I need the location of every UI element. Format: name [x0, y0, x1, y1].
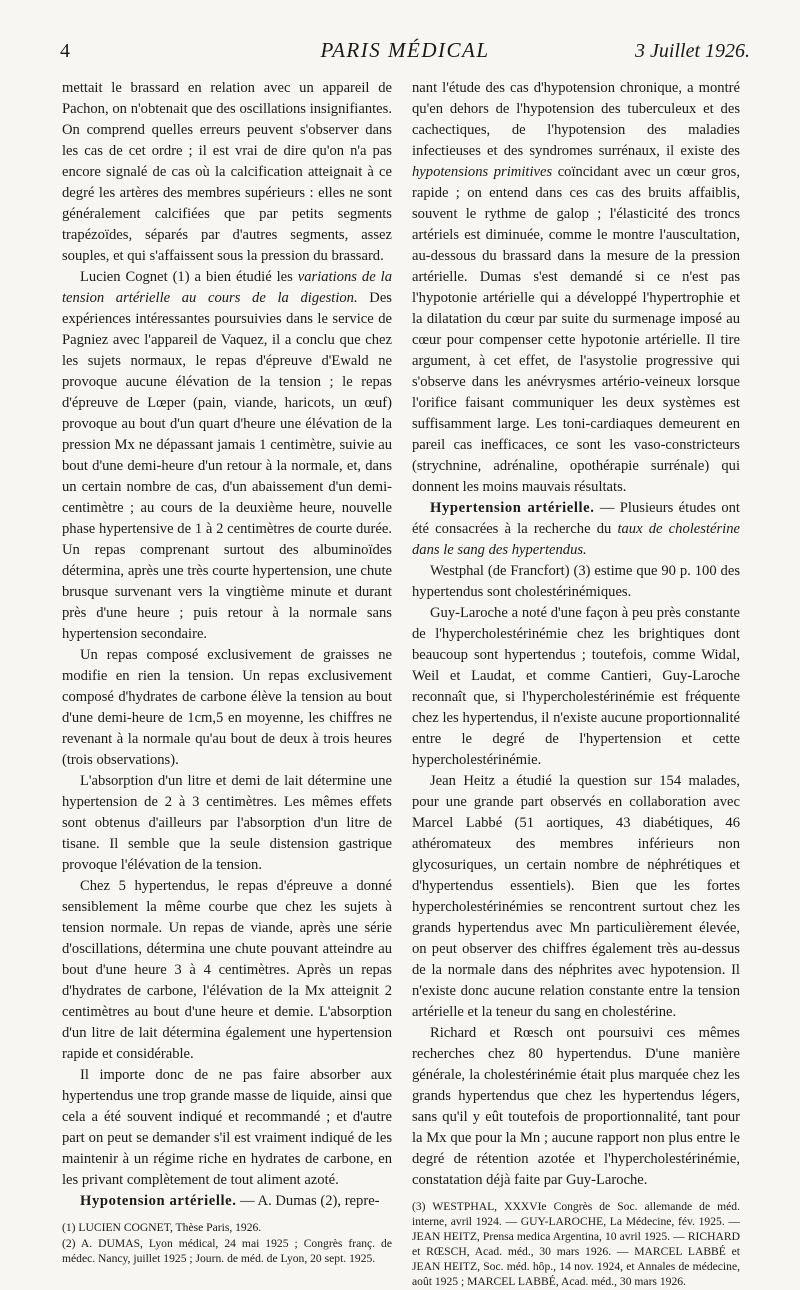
journal-title: PARIS MÉDICAL	[320, 38, 490, 62]
left-column	[62, 78, 392, 1267]
paragraph: Un repas composé exclusivement de graisses ne modifie en rien la tension. Un repas exclusivement composé d'hydrates de carbone élève la tension au bout d'une demi-heure de 1cm,5 en moyenne, les chiffres ne revenant à la normale qu'au bout de deux à trois heures (trois observations).	[62, 647, 392, 768]
right-column	[412, 78, 740, 1290]
paragraph: Westphal (de Francfort) (3) estime que 90 p. 100 des hypertendus sont cholestérinémiques.	[412, 563, 740, 600]
footnote: (1) LUCIEN COGNET, Thèse Paris, 1926.	[62, 1221, 262, 1234]
footnotes	[62, 1220, 392, 1266]
paragraph: mettait le brassard en relation avec un appareil de Pachon, on n'obtenait que des oscillations insignifiantes. On comprend quelles erreurs peuvent s'observer dans les cas de cet ordre ; il est vrai de dire qu'on n'a pas encore signalé de cas où la calcification atteignait à ce degré les artères des membres supérieurs : elles ne sont généralement calcifiées que par petits segments trapézoïdes, séparés par d'autres segments, assez souples, et qui s'affaissent sous la pression du brassard.	[62, 80, 392, 264]
issue-date: 3 Juillet 1926.	[635, 40, 750, 62]
paragraph: Chez 5 hypertendus, le repas d'épreuve a donné sensiblement la même courbe que chez les sujets à tension normale. Un repas de viande, après une série d'oscillations, détermina une chute pouvant atteindre au bout d'une heure 3 à 4 centimètres. Après un repas d'hydrates de carbone, l'élévation de la Mx atteignit 2 centimètres au bout d'une heure et demie. L'absorption d'un litre de lait détermina également une hypertension rapide et considérable.	[62, 878, 392, 1062]
paragraph: Richard et Rœsch ont poursuivi ces mêmes recherches chez 80 hypertendus. D'une manière générale, la cholestérinémie était plus marquée chez les grands hypertendus que chez les hypertendus légers, sans qu'il y eût toutefois de proportionnalité, tant pour la Mx que pour la Mn ; aucune rapport non plus entre le degré de rétention azotée et l'hypercholestérinémie, constatation déjà faite par Guy-Laroche.	[412, 1025, 740, 1188]
page-number: 4	[60, 40, 70, 62]
paragraph: Il importe donc de ne pas faire absorber aux hypertendus une trop grande masse de liquide, ainsi que cela a été souvent indiqué et recommandé ; et d'autre part on peut se demander s'il est vraiment indiqué de les maintenir à un régime riche en hydrates de carbone, en les privant complètement de tout aliment azoté.	[62, 1067, 392, 1188]
footnote: (2) A. DUMAS, Lyon médical, 24 mai 1925 ; Congrès franç. de médec. Nancy, juillet 1925 ; Journ. de méd. de Lyon, 20 sept. 1925.	[62, 1237, 392, 1265]
section-heading-paragraph: Hypertension artérielle. — Plusieurs études ont été consacrées à la recherche du taux de cholestérine dans le sang des hypertendus.	[412, 500, 740, 558]
section-heading: Hypertension artérielle.	[430, 500, 595, 516]
footnote: (3) WESTPHAL, XXXVIe Congrès de Soc. allemande de méd. interne, avril 1924. — GUY-LAROCHE, La Médecine, fév. 1925. — JEAN HEITZ, Prensa medica Argentina, 10 avril 1925. — RICHARD et RŒSCH, Acad. méd., 30 mars 1926. — MARCEL LABBÉ et JEAN HEITZ, Soc. méd. hôp., 14 nov. 1924, et Annales de médecine, août 1925 ; MARCEL LABBÉ, Acad. méd., 30 mars 1926.	[412, 1200, 740, 1288]
paragraph: Lucien Cognet (1) a bien étudié les variations de la tension artérielle au cours de la digestion. Des expériences intéressantes poursuivies dans le service de Pagniez avec l'appareil de Vaquez, il a conclu que chez les sujets normaux, le repas d'épreuve d'Ewald ne provoque aucune élévation de la tension ; le repas d'épreuve de Lœper (pain, viande, haricots, un œuf) provoque au bout d'un quart d'heure une élévation de la pression Mx ne dépassant jamais 1 centimètre, suivie au bout d'une demi-heure d'un retour à la normale, et, dans un certain nombre de cas, d'un abaissement d'un demi-centimètre ; au cours de la deuxième heure, nouvelle phase hypertensive de 1 à 2 centimètres de courte durée. Un repas comprenant surtout des albuminoïdes détermina, après une très courte hypertension, une chute brusque survenant vers la vingtième minute et durant près d'une heure ; puis retour à la normale sans hypertension secondaire.	[62, 269, 392, 642]
footnotes	[412, 1199, 740, 1289]
page-header	[60, 36, 750, 70]
section-heading: Hypotension artérielle.	[80, 1193, 237, 1209]
section-heading-paragraph: Hypotension artérielle. — A. Dumas (2), repre-	[80, 1193, 380, 1209]
paragraph: nant l'étude des cas d'hypotension chronique, a montré qu'en dehors de l'hypotension des tuberculeux et des cachectiques, de l'hypotension des maladies infectieuses et des syndromes surrénaux, il existe des hypotensions primitives coïncidant avec un cœur gros, rapide ; on entend dans ces cas des bruits affaiblis, souvent le rythme de galop ; l'élasticité des troncs artériels est diminuée, comme le montre l'auscultation, au-dessous du brassard dans la mesure de la pression artérielle. Dumas s'est demandé si ce n'est pas l'hypotonie artérielle qui a développé l'hypertrophie et la dilatation du cœur par suite du surmenage imposé au cœur pour compenser cette hypotonie artérielle. Il tire argument, à cet effet, de l'asystolie progressive qui s'observe dans les anévrysmes artério-veineux lorsque l'orifice faisant communiquer les deux systèmes est suffisamment large. Les toni-cardiaques demeurent en pareil cas inefficaces, ce sont les vaso-constricteurs (strychnine, adrénaline, opothérapie surrénale) qui donnent les moins mauvais résultats.	[412, 80, 740, 495]
paragraph: Guy-Laroche a noté d'une façon à peu près constante de l'hypercholestérinémie chez les brightiques dont beaucoup sont hypertendus ; toutefois, comme Widal, Weil et Laudat, et comme Cantieri, Guy-Laroche reconnaît que, si l'hypercholestérinémie est fréquente chez les hypertendus, il n'existe aucune proportionnalité entre le degré de l'hypertension et cette hypercholestérinémie.	[412, 605, 740, 768]
paragraph: L'absorption d'un litre et demi de lait détermine une hypertension de 2 à 3 centimètres. Les mêmes effets sont obtenus d'ailleurs par l'absorption d'un litre de tisane. Il semble que la seule distension gastrique provoque l'élévation de la tension.	[62, 773, 392, 873]
paragraph: Jean Heitz a étudié la question sur 154 malades, pour une grande part observés en collaboration avec Marcel Labbé (51 aortiques, 43 diabétiques, 46 athéromateux des membres inférieurs non glycosuriques, un certain nombre de néphrétiques et d'hypertendus essentiels). Bien que les fortes hypercholestérinémies se rencontrent surtout chez les grands hypertendus avec Mn particulièrement élevée, on peut observer des chiffres également très au-dessus de la normale dans des néphrites avec hypotension. Il n'existe donc aucune relation constante entre la tension artérielle et la teneur du sang en cholestérine.	[412, 773, 740, 1020]
